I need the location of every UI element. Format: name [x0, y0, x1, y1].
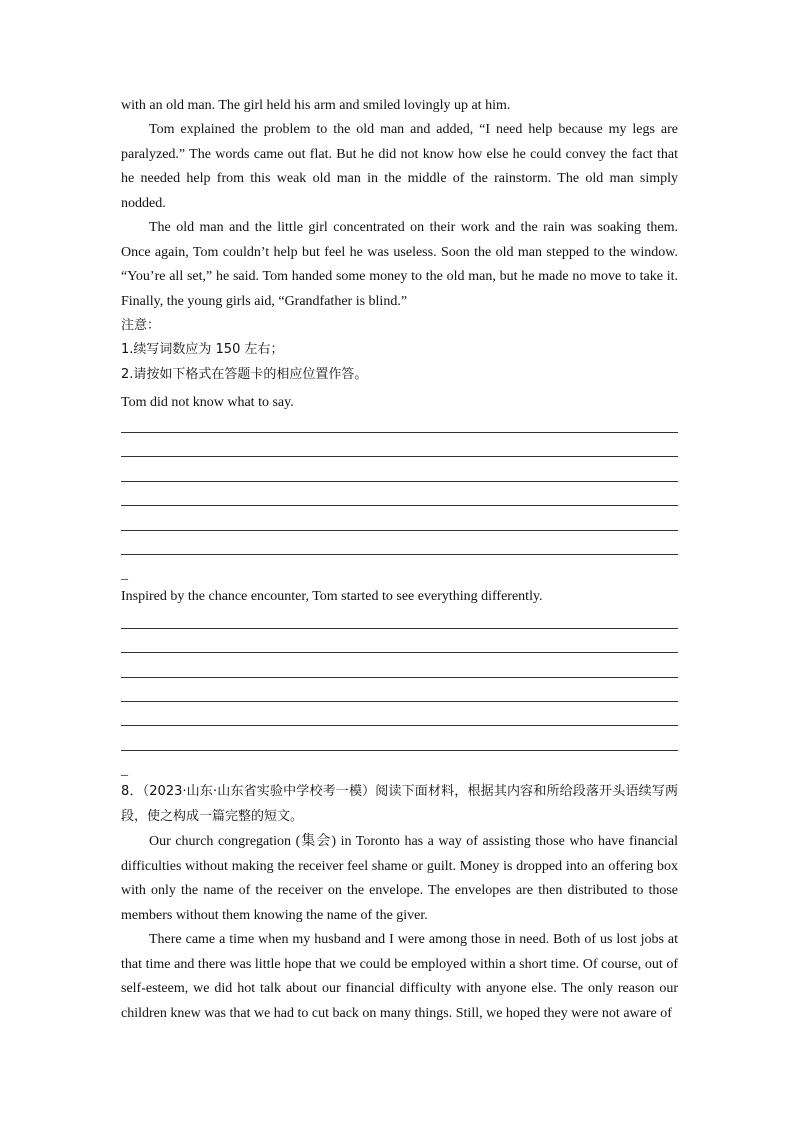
answer-line: [121, 530, 678, 531]
answer-line: [121, 750, 678, 751]
passage-paragraph-2: The old man and the little girl concentrated on their work and the rain was soaking them. Once again, Tom couldn’t help but feel he was useless. Soon the old man stepped to the window. “You’re all set,” he said. Tom handed some money to the old man, but he made no move to take it. Finally, the young girls aid, “Grandfather is blind.”: [121, 220, 678, 309]
passage-paragraph-1: Tom explained the problem to the old man and added, “I need help because my legs are paralyzed.” The words came out flat. But he did not know how else he could convey the fact that he needed help from this weak old man in the middle of the rainstorm. The old man simply nodded.: [121, 122, 678, 211]
question-8-header: 8．（2023·山东·山东省实验中学校考一模）阅读下面材料，根据其内容和所给段落开头语续写两段，使之构成一篇完整的短文。: [121, 784, 678, 824]
answer-line: [121, 677, 678, 678]
prompt-second: Inspired by the chance encounter, Tom started to see everything differently.: [121, 589, 543, 604]
prompt-first: Tom did not know what to say.: [121, 395, 294, 410]
answer-line: [121, 481, 678, 482]
notes-title: 注意：: [121, 318, 161, 333]
answer-line: [121, 554, 678, 555]
answer-end-mark: _: [121, 567, 128, 582]
answer-line: [121, 456, 678, 457]
notes-item-1: 1.续写词数应为 150 左右；: [121, 342, 284, 357]
answer-end-mark: _: [121, 763, 128, 778]
answer-line: [121, 701, 678, 702]
passage-paragraph-0: with an old man. The girl held his arm and smiled lovingly up at him.: [121, 98, 511, 113]
question-8-paragraph-1: Our church congregation (集会) in Toronto has a way of assisting those who have financial difficulties without making the receiver feel shame or guilt. Money is dropped into an offering box with only the name of the receiver on the envelope. The envelopes are then distributed to those members without them knowing the name of the giver.: [121, 834, 678, 923]
answer-line: [121, 652, 678, 653]
answer-line: [121, 725, 678, 726]
answer-line: [121, 628, 678, 629]
answer-line: [121, 505, 678, 506]
notes-item-2: 2.请按如下格式在答题卡的相应位置作答。: [121, 367, 368, 382]
answer-line: [121, 432, 678, 433]
question-8-paragraph-2: There came a time when my husband and I were among those in need. Both of us lost jobs at that time and there was little hope that we could be employed within a short time. Of course, out of self-esteem, we did hot talk about our financial difficulty with anyone else. The only reason our children knew was that we had to cut back on many things. Still, we hoped they were not aware of: [121, 932, 678, 1021]
